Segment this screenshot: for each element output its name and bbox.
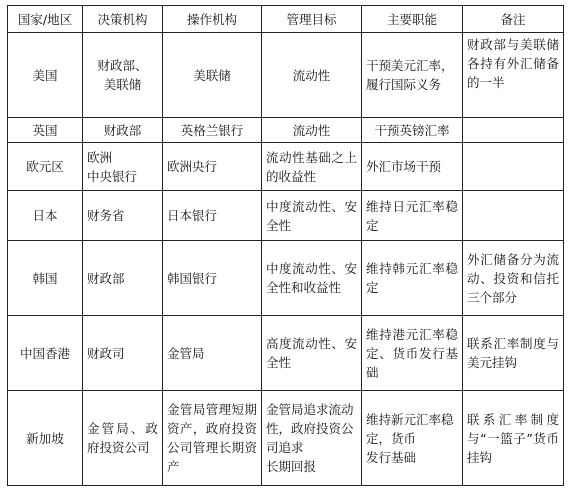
cell-remarks: 联系汇率制度与美元挂钩 bbox=[463, 316, 564, 391]
cell-remarks: 联系汇率制度与“一篮子”货币挂钩 bbox=[463, 391, 564, 486]
cell-remarks: 外汇储备分为流动、投资和信托三个部分 bbox=[463, 241, 564, 316]
cell-operating-body: 韩国银行 bbox=[163, 241, 262, 316]
cell-country: 新加坡 bbox=[8, 391, 83, 486]
cell-management-goal: 流动性基础之上的收益性 bbox=[262, 143, 362, 191]
cell-management-goal: 中度流动性、安全性 bbox=[262, 191, 362, 241]
cell-remarks bbox=[463, 143, 564, 191]
cell-management-goal: 金管局追求流动性，政府投资公司追求 长期回报 bbox=[262, 391, 362, 486]
table-row bbox=[8, 143, 564, 191]
cell-management-goal: 高度流动性、安全性 bbox=[262, 316, 362, 391]
cell-main-function: 维持新元汇率稳定，货币 发行基础 bbox=[362, 391, 463, 486]
header-country: 国家/地区 bbox=[8, 6, 83, 33]
cell-management-goal: 流动性 bbox=[262, 33, 362, 118]
cell-management-goal: 流动性 bbox=[262, 118, 362, 143]
header-remarks: 备注 bbox=[463, 6, 564, 33]
cell-decision-body: 财政司 bbox=[83, 316, 163, 391]
table-header-row bbox=[8, 6, 564, 33]
cell-country: 英国 bbox=[8, 118, 83, 143]
cell-decision-body: 财政部、 美联储 bbox=[83, 33, 163, 118]
cell-country: 日本 bbox=[8, 191, 83, 241]
cell-operating-body: 金管局 bbox=[163, 316, 262, 391]
cell-main-function: 外汇市场干预 bbox=[362, 143, 463, 191]
table-row bbox=[8, 316, 564, 391]
header-operating-body: 操作机构 bbox=[163, 6, 262, 33]
cell-operating-body: 金管局管理短期资产，政府投资公司管理长期资产 bbox=[163, 391, 262, 486]
cell-decision-body: 财务省 bbox=[83, 191, 163, 241]
cell-operating-body: 欧洲央行 bbox=[163, 143, 262, 191]
cell-remarks bbox=[463, 191, 564, 241]
cell-management-goal: 中度流动性、安全性和收益性 bbox=[262, 241, 362, 316]
table-row bbox=[8, 241, 564, 316]
table-row bbox=[8, 191, 564, 241]
cell-remarks: 财政部与美联储各持有外汇储备的一半 bbox=[463, 33, 564, 118]
cell-country: 美国 bbox=[8, 33, 83, 118]
table-row bbox=[8, 33, 564, 118]
header-main-function: 主要职能 bbox=[362, 6, 463, 33]
cell-operating-body: 英格兰银行 bbox=[163, 118, 262, 143]
cell-operating-body: 美联储 bbox=[163, 33, 262, 118]
table-row bbox=[8, 118, 564, 143]
header-management-goal: 管理目标 bbox=[262, 6, 362, 33]
cell-decision-body: 欧洲 中央银行 bbox=[83, 143, 163, 191]
reserve-management-table bbox=[7, 5, 564, 486]
reserve-management-table-page bbox=[7, 5, 563, 486]
cell-main-function: 维持韩元汇率稳定 bbox=[362, 241, 463, 316]
cell-decision-body: 金管局、政府投资公司 bbox=[83, 391, 163, 486]
cell-country: 欧元区 bbox=[8, 143, 83, 191]
cell-decision-body: 财政部 bbox=[83, 118, 163, 143]
cell-country: 中国香港 bbox=[8, 316, 83, 391]
cell-operating-body: 日本银行 bbox=[163, 191, 262, 241]
cell-main-function: 干预美元汇率， 履行国际义务 bbox=[362, 33, 463, 118]
cell-country: 韩国 bbox=[8, 241, 83, 316]
table-row bbox=[8, 391, 564, 486]
cell-main-function: 维持港元汇率稳定、货币发行基础 bbox=[362, 316, 463, 391]
header-decision-body: 决策机构 bbox=[83, 6, 163, 33]
cell-main-function: 维持日元汇率稳定 bbox=[362, 191, 463, 241]
cell-remarks bbox=[463, 118, 564, 143]
cell-decision-body: 财政部 bbox=[83, 241, 163, 316]
cell-main-function: 干预英镑汇率 bbox=[362, 118, 463, 143]
